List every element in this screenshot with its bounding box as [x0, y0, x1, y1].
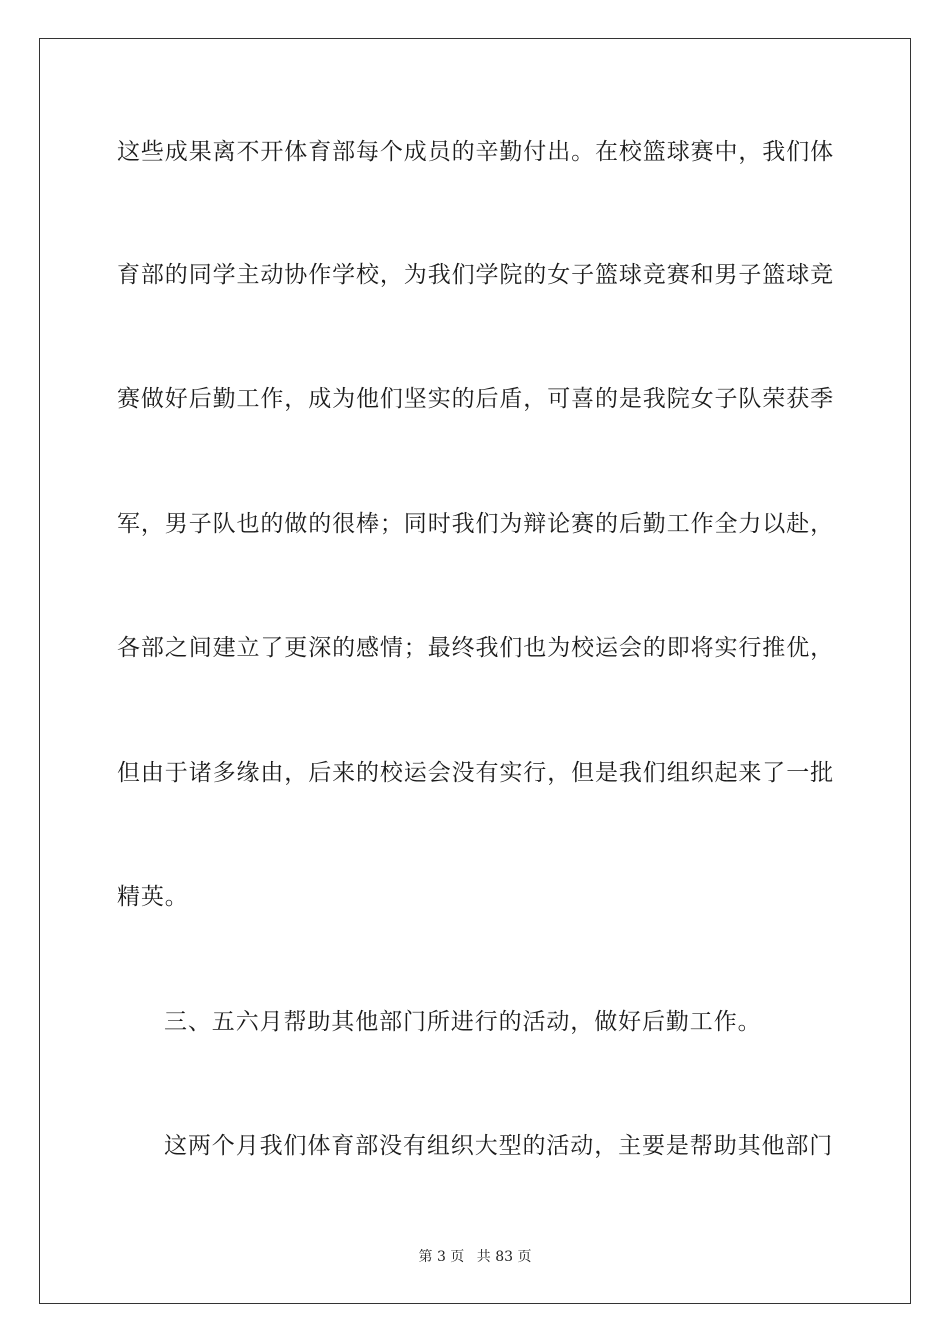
body-text-line-4: 军，男子队也的做的很棒；同时我们为辩论赛的后勤工作全力以赴， [117, 511, 834, 537]
body-text-line-7: 精英。 [117, 884, 189, 910]
body-text-line-6: 但由于诸多缘由，后来的校运会没有实行，但是我们组织起来了一批 [117, 760, 834, 786]
section-heading: 三、五六月帮助其他部门所进行的活动，做好后勤工作。 [164, 1009, 762, 1035]
page-footer [0, 1247, 950, 1267]
body-text-line-2: 育部的同学主动协作学校，为我们学院的女子篮球竞赛和男子篮球竞 [117, 262, 834, 288]
body-text-line-5: 各部之间建立了更深的感情；最终我们也为校运会的即将实行推优， [117, 635, 834, 661]
body-text-line-3: 赛做好后勤工作，成为他们坚实的后盾，可喜的是我院女子队荣获季 [117, 386, 834, 412]
page-border [39, 38, 911, 1304]
body-text-line-1: 这些成果离不开体育部每个成员的辛勤付出。在校篮球赛中，我们体 [117, 139, 834, 165]
total-pages: 共 83 页 [476, 1249, 532, 1265]
body-text-line-9: 这两个月我们体育部没有组织大型的活动，主要是帮助其他部门 [164, 1133, 834, 1159]
page-number: 第 3 页 [418, 1249, 465, 1265]
